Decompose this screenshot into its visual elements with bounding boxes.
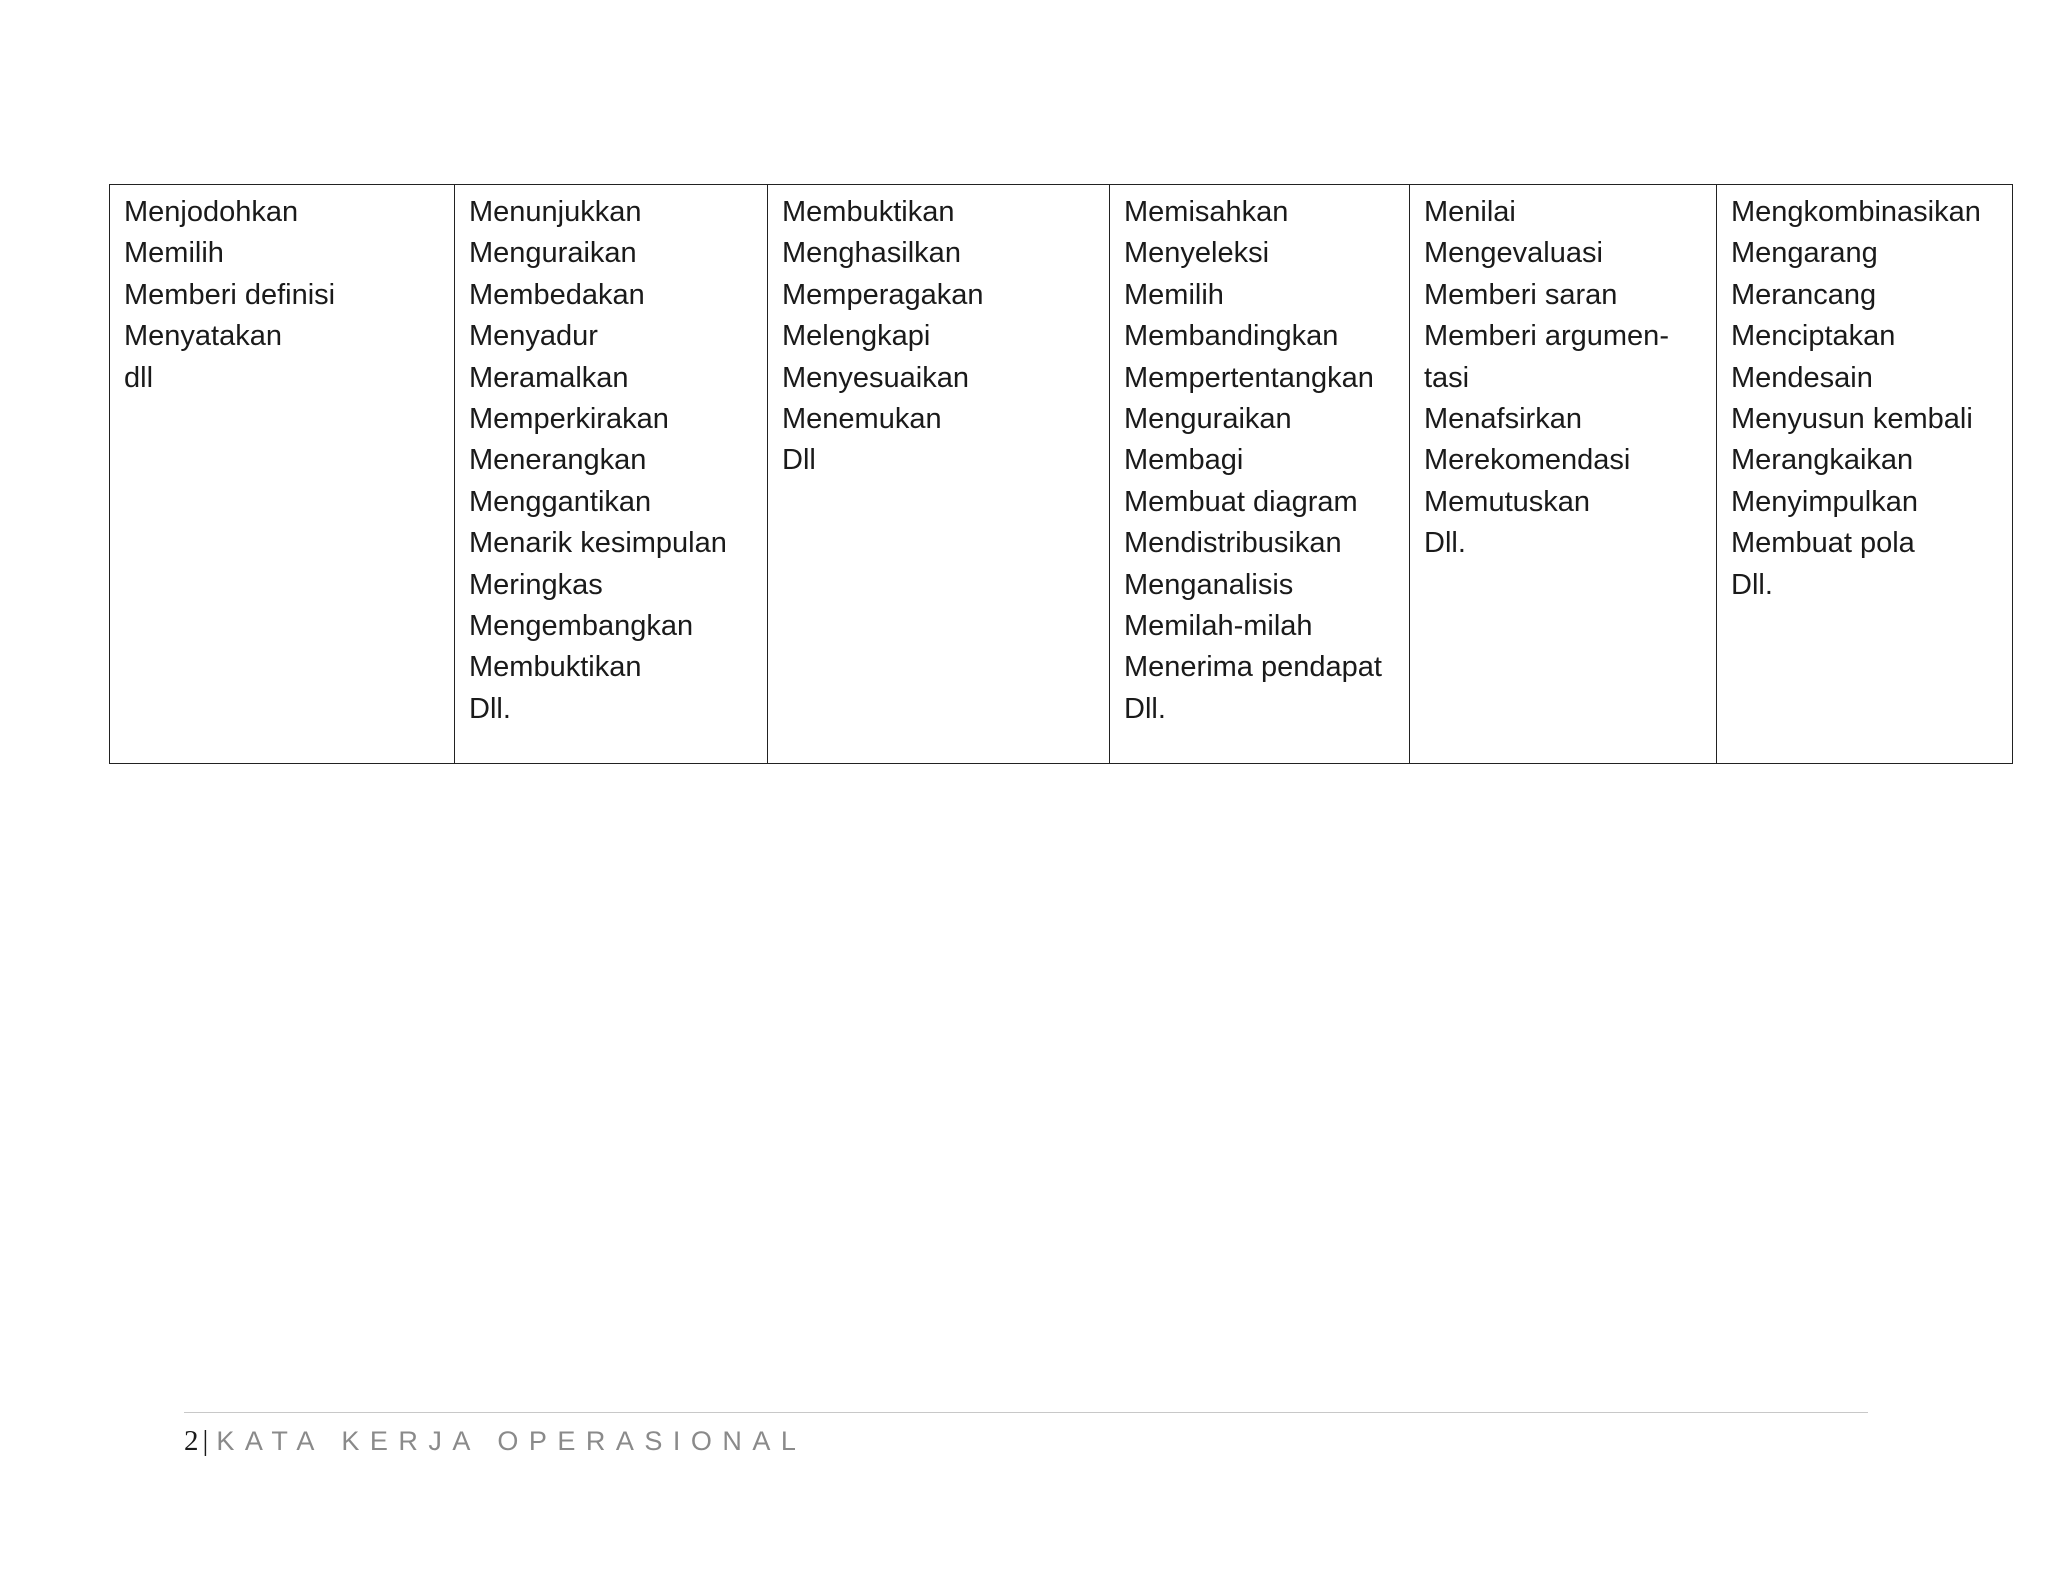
list-item: Menemukan	[782, 403, 942, 436]
list-item: Memperagakan	[782, 278, 984, 311]
list-item: Menguraikan	[1124, 403, 1292, 436]
list-item: Dll.	[469, 692, 511, 725]
list-item: Menarik kesimpulan	[469, 527, 727, 560]
list-item: Memilih	[1124, 278, 1224, 311]
list-item: Memilih	[124, 237, 224, 270]
list-item: Mengarang	[1731, 237, 1878, 270]
list-item: Membagi	[1124, 444, 1244, 477]
list-item: Dll.	[1731, 568, 1773, 601]
list-item: Membuktikan	[469, 651, 642, 684]
list-item: Merangkaikan	[1731, 444, 1914, 477]
page-footer	[184, 1421, 806, 1461]
list-item: Membuat diagram	[1124, 485, 1358, 518]
list-item: Memberi definisi	[124, 278, 336, 311]
list-item: Menerangkan	[469, 444, 647, 477]
list-item: Menyeleksi	[1124, 237, 1270, 270]
list-item: Memberi argumen-	[1424, 320, 1669, 353]
footer-separator: |	[202, 1424, 209, 1457]
list-item: Memperkirakan	[469, 403, 669, 436]
list-item: Dll.	[1424, 527, 1466, 560]
verb-column-5	[1410, 185, 1717, 764]
list-item: Mengkombinasikan	[1731, 196, 1981, 228]
list-item: Memutuskan	[1424, 485, 1591, 518]
list-item: Menilai	[1424, 196, 1516, 228]
list-item: Menghasilkan	[782, 237, 961, 270]
list-item: Menerima pendapat	[1124, 651, 1382, 684]
verb-column-1	[110, 185, 455, 764]
page-number: 2	[184, 1424, 199, 1457]
list-item: Membuktikan	[782, 196, 955, 228]
list-item: Menyesuaikan	[782, 361, 969, 394]
list-item: Menyatakan	[124, 320, 282, 353]
list-item: Menciptakan	[1731, 320, 1896, 353]
list-item: tasi	[1424, 361, 1470, 394]
list-item: Membandingkan	[1124, 320, 1339, 353]
list-item: Memberi saran	[1424, 278, 1618, 311]
list-item: Memilah-milah	[1124, 610, 1313, 643]
footer-divider	[184, 1412, 1868, 1413]
list-item: Membuat pola	[1731, 527, 1915, 560]
list-item: Merekomendasi	[1424, 444, 1631, 477]
list-item: Mendistribusikan	[1124, 527, 1342, 560]
list-item: Menggantikan	[469, 485, 652, 518]
list-item: Meramalkan	[469, 361, 629, 394]
list-item: Menafsirkan	[1424, 403, 1582, 436]
list-item: Mendesain	[1731, 361, 1873, 394]
verb-table	[109, 184, 2013, 764]
list-item: Menguraikan	[469, 237, 637, 270]
list-item: Menjodohkan	[124, 196, 299, 228]
list-item: Mengembangkan	[469, 610, 694, 643]
list-item: Melengkapi	[782, 320, 931, 353]
list-item: Menyusun kembali	[1731, 403, 1973, 436]
verb-column-4	[1110, 185, 1410, 764]
document-title: KATA KERJA OPERASIONAL	[216, 1425, 807, 1456]
list-item: Menganalisis	[1124, 568, 1294, 601]
table-row	[110, 185, 2013, 764]
list-item: Dll	[782, 444, 816, 477]
list-item: Dll.	[1124, 692, 1166, 725]
list-item: Menyadur	[469, 320, 598, 353]
verb-column-2	[455, 185, 768, 764]
list-item: Menunjukkan	[469, 196, 642, 228]
list-item: dll	[124, 361, 154, 394]
list-item: Menyimpulkan	[1731, 485, 1918, 518]
list-item: Mengevaluasi	[1424, 237, 1603, 270]
list-item: Membedakan	[469, 278, 645, 311]
list-item: Meringkas	[469, 568, 603, 601]
list-item: Memisahkan	[1124, 196, 1289, 228]
list-item: Merancang	[1731, 278, 1877, 311]
verb-column-3	[768, 185, 1110, 764]
list-item: Mempertentangkan	[1124, 361, 1374, 394]
verb-column-6	[1717, 185, 2013, 764]
